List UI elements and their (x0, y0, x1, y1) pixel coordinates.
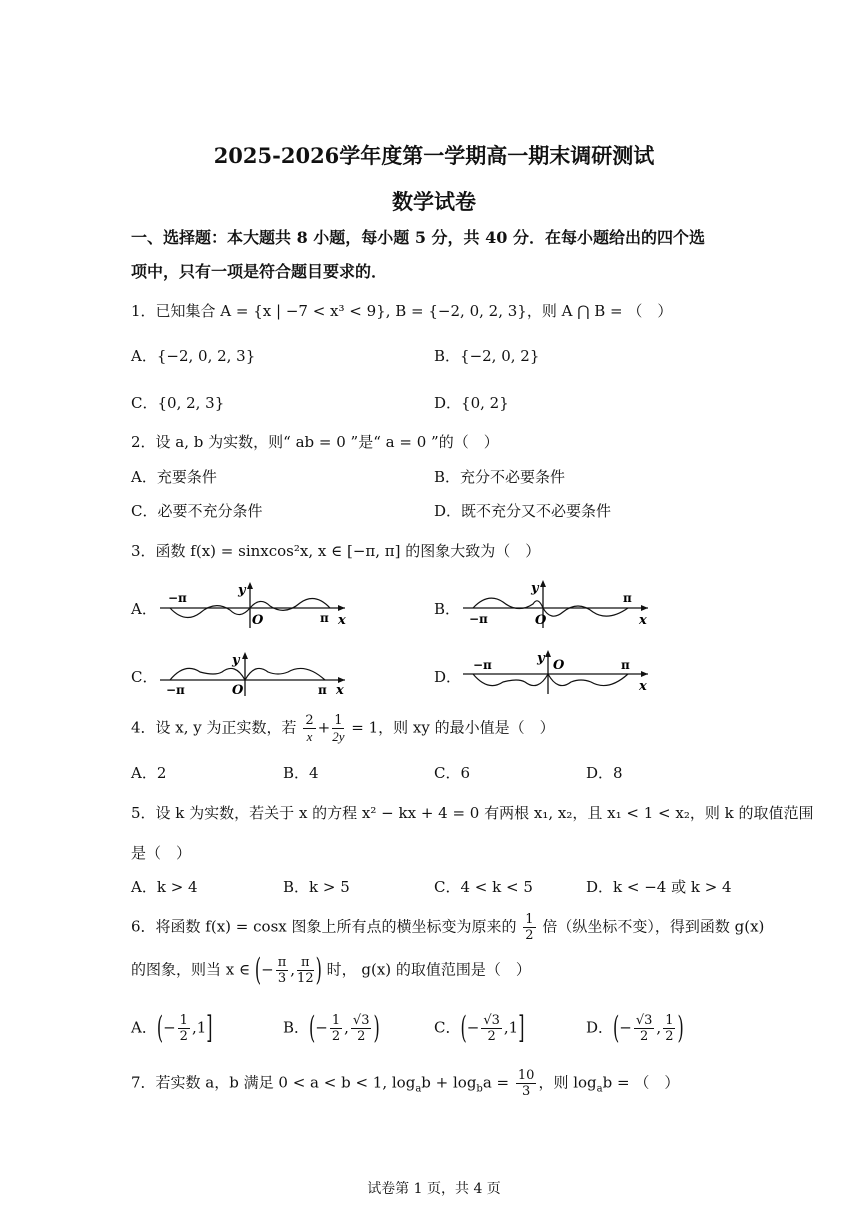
q3-graph-d-x: x (639, 679, 647, 694)
q3-graph-d-o: O (553, 658, 565, 673)
q7-pre: 7．若实数 a，b 满足 0 < a < b < 1, log (131, 1073, 416, 1092)
q1-option-d: D．{0, 2} (434, 394, 509, 412)
q1-option-a: A．{−2, 0, 2, 3} (131, 347, 256, 365)
q4-stem (131, 713, 555, 744)
q3-graph-b-neg-pi: −π (469, 612, 488, 626)
q4-option-d: D．8 (586, 764, 623, 782)
q3-stem: 3．函数 f(x) = sinxcos²x, x ∈ [−π, π] 的图象大致为（ ） (131, 542, 541, 560)
q1-option-b: B．{−2, 0, 2} (434, 347, 540, 365)
q3-graph-c-x: x (336, 683, 344, 698)
q3-graph-a-o: O (252, 613, 264, 628)
q3-graph-c-o: O (232, 683, 244, 698)
q3-graph-a-pi: π (320, 611, 329, 625)
q6-option-a: A．(− $\frac{1}{2}$ ,1] (131, 1008, 213, 1046)
q3-graph-c (160, 650, 350, 698)
q6-stem-line2: 的图象，则当 x ∈ (− $\frac{\pi}{3}$ , $\frac{\pi}{12}$ ) 时， g(x) 的取值范围是（ ） (131, 950, 531, 988)
q3-graph-a-y: y (238, 583, 246, 598)
q2-option-c: C．必要不充分条件 (131, 502, 263, 520)
q3-graph-a (160, 580, 350, 630)
q3-graph-a-neg-pi: −π (168, 591, 187, 605)
q1-option-c: C．{0, 2, 3} (131, 394, 225, 412)
q4-stem-pre: 4．设 x, y 为正实数，若 (131, 718, 297, 737)
q3-graph-d-neg-pi: −π (473, 658, 492, 672)
q5-option-c: C．4 < k < 5 (434, 878, 533, 896)
q5-stem-line1: 5．设 k 为实数，若关于 x 的方程 x² − kx + 4 = 0 有两根 x₁, x₂，且 x₁ < 1 < x₂，则 k 的取值范围 (131, 804, 814, 822)
q3-option-d: D． (434, 668, 462, 686)
q6-option-d: D．(− $\frac{√3}{2}$ , $\frac{1}{2}$ ) (586, 1008, 684, 1046)
page-footer: 试卷第 1 页，共 4 页 (367, 1181, 501, 1197)
q1-stem: 1．已知集合 A = {x | −7 < x³ < 9}, B = {−2, 0, 2, 3}，则 A ⋂ B = （ ） (131, 302, 673, 320)
q2-option-a: A．充要条件 (131, 468, 217, 486)
q6-line1-post: 倍（纵坐标不变），得到函数 g(x) (542, 917, 765, 936)
exam-title: 2025-2026学年度第一学期高一期末调研测试 (213, 143, 655, 168)
q4-fraction-2: $\frac{1}{2y}$ (332, 713, 345, 744)
q3-graph-d-y: y (537, 651, 545, 666)
q2-option-b: B．充分不必要条件 (434, 468, 566, 486)
q5-option-d: D．k < −4 或 k > 4 (586, 878, 732, 896)
q6-fraction-half: $\frac{1}{2}$ (525, 912, 534, 943)
q3-option-a: A． (131, 600, 157, 618)
q6-line2-post: 时， g(x) 的取值范围是（ ） (326, 960, 531, 979)
q4-fraction-1: $\frac{2}{x}$ (305, 713, 314, 744)
q2-stem: 2．设 a, b 为实数，则“ ab = 0 ”是“ a = 0 ”的（ ） (131, 433, 499, 451)
q5-stem-line2: 是（ ） (131, 844, 192, 862)
q3-option-b: B． (434, 600, 461, 618)
q6-line1-pre: 6．将函数 f(x) = cosx 图象上所有点的横坐标变为原来的 (131, 917, 517, 936)
section-heading (131, 221, 741, 289)
q4-option-a: A．2 (131, 764, 167, 782)
q6-option-c: C．(− $\frac{√3}{2}$ ,1] (434, 1008, 525, 1046)
section-heading-line1: 一、选择题：本大题共 8 小题，每小题 5 分，共 40 分．在每小题给出的四个选 (131, 228, 705, 247)
q3-graph-c-neg-pi: −π (166, 683, 185, 697)
q4-stem-post: = 1，则 xy 的最小值是（ ） (351, 718, 555, 737)
q7-stem: 7．若实数 a，b 满足 0 < a < b < 1, $\log_ab + \log_ba$ = $\frac{10}{3}$ ，则 $\log_ab$ = （ ） (131, 1068, 680, 1099)
q3-graph-b-y: y (531, 581, 539, 596)
section-heading-line2: 项中，只有一项是符合题目要求的． (131, 262, 388, 281)
q3-graph-b-o: O (535, 613, 547, 628)
q5-option-b: B．k > 5 (283, 878, 350, 896)
q3-option-c: C． (131, 668, 158, 686)
q3-graph-d (463, 648, 653, 698)
q3-graph-c-pi: π (318, 683, 327, 697)
q5-option-a: A．k > 4 (131, 878, 198, 896)
q6-option-b: B．(− $\frac{1}{2}$ , $\frac{√3}{2}$ ) (283, 1008, 380, 1046)
q6-stem-line1 (131, 912, 764, 943)
q3-graph-b-pi: π (623, 591, 632, 605)
q6-line2-pre: 的图象，则当 x ∈ (131, 960, 251, 979)
exam-subtitle: 数学试卷 (392, 189, 476, 214)
q4-option-b: B．4 (283, 764, 319, 782)
q4-option-c: C．6 (434, 764, 471, 782)
q6-interval-b: $\frac{\pi}{12}$ (297, 955, 314, 986)
q4-plus: + (317, 718, 331, 737)
q3-graph-b (463, 578, 653, 630)
q3-graph-d-pi: π (621, 658, 630, 672)
q3-graph-c-y: y (232, 653, 240, 668)
q6-interval-a: $\frac{\pi}{3}$ (277, 955, 287, 986)
q3-graph-b-x: x (639, 613, 647, 628)
q2-option-d: D．既不充分又不必要条件 (434, 502, 612, 520)
q3-graph-a-x: x (338, 613, 346, 628)
q7-fraction: $\frac{10}{3}$ (517, 1068, 535, 1099)
